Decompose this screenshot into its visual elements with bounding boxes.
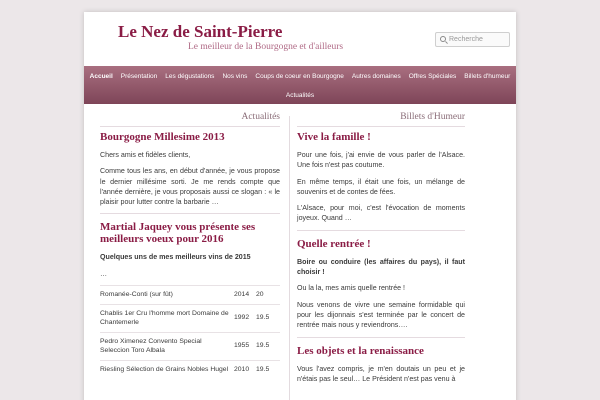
- nav-item[interactable]: Accueil: [89, 73, 113, 80]
- wine-year-cell: 1955: [234, 332, 256, 360]
- wine-score-cell: 19.5: [256, 360, 280, 378]
- divider: [100, 213, 280, 214]
- wine-table: [100, 285, 280, 378]
- post-text: L'Alsace, pour moi, c'est l'évocation de moments joyeux. Quand …: [297, 204, 465, 223]
- post-text: Nous venons de vivre une semaine formidable qui pour les dijonnais s'est terminée par le concert de rentrée mais nous y reviendrons….: [297, 300, 465, 330]
- page: [84, 12, 516, 400]
- wine-year-cell: 2010: [234, 360, 256, 378]
- search-icon: [440, 36, 446, 42]
- nav-item[interactable]: Les dégustations: [165, 73, 215, 80]
- post-text: Pour une fois, j'ai envie de vous parler de l'Alsace. Une fois n'est pas coutume.: [297, 151, 465, 170]
- widget-title-news: Actualités: [100, 112, 280, 127]
- post-text: Vous l'avez compris, je m'en doutais un peu et je n'étais pas le seul… Le Président n'est pas venu à: [297, 364, 465, 383]
- wine-score-cell: 20: [256, 286, 280, 305]
- wine-score-cell: 19.5: [256, 304, 280, 332]
- nav-item[interactable]: Autres domaines: [351, 73, 401, 80]
- widget-title-opinions: Billets d'Humeur: [297, 112, 465, 127]
- wine-year-cell: 2014: [234, 286, 256, 305]
- wine-name-cell: Romanée-Conti (sur fût): [100, 286, 234, 305]
- nav-row: [84, 72, 516, 81]
- post-ellipsis: …: [100, 269, 108, 278]
- opinion-column: [297, 112, 465, 390]
- divider: [297, 230, 465, 231]
- post-title[interactable]: Les objets et la renaissance: [297, 344, 424, 357]
- post-text: Chers amis et fidèles clients,: [100, 151, 191, 159]
- post-intro: Quelques uns de mes meilleurs vins de 2015: [100, 253, 251, 262]
- post-text: Ou la la, mes amis quelle rentrée !: [297, 284, 406, 293]
- wine-name-cell: Pedro Ximenez Convento Special Seleccion Toro Albala: [100, 332, 234, 360]
- nav-item[interactable]: Coups de coeur en Bourgogne: [255, 73, 344, 80]
- nav-item[interactable]: Billets d'humeur: [464, 73, 511, 80]
- nav-item[interactable]: Présentation: [120, 73, 158, 80]
- site-tagline: Le meilleur de la Bourgogne et d'ailleurs: [188, 42, 344, 52]
- site-title[interactable]: Le Nez de Saint-Pierre: [118, 22, 283, 41]
- post-text: En même temps, il était une fois, un mélange de souvenirs et de contes de fées.: [297, 177, 465, 196]
- post-title[interactable]: Vive la famille !: [297, 131, 371, 143]
- table-row: [100, 332, 280, 360]
- table-row: [100, 360, 280, 378]
- divider: [297, 337, 465, 338]
- post-text: Comme tous les ans, en début d'année, je vous propose le dernier millésime sorti. Je me rends compte que l'année dernière, je vous proposais aussi ce slogan : « le plaisir pour lutter contre la barbarie …: [100, 167, 280, 207]
- wine-name-cell: Riesling Sélection de Grains Nobles Hugel: [100, 360, 234, 378]
- post-title[interactable]: Bourgogne Millesime 2013: [100, 131, 225, 143]
- nav-item[interactable]: Nos vins: [222, 73, 248, 80]
- wine-score-cell: 19.5: [256, 332, 280, 360]
- search-input[interactable]: [435, 32, 510, 47]
- nav-item[interactable]: Offres Spéciales: [408, 73, 457, 80]
- wine-name-cell: Chablis 1er Cru l'homme mort Domaine de Chantemerle: [100, 304, 234, 332]
- news-column: [100, 112, 280, 378]
- search-placeholder: Recherche: [449, 36, 483, 43]
- wine-year-cell: 1992: [234, 304, 256, 332]
- post-title[interactable]: Quelle rentrée !: [297, 237, 371, 250]
- table-row: [100, 304, 280, 332]
- table-row: [100, 286, 280, 305]
- nav-item[interactable]: Actualités: [285, 92, 315, 99]
- column-divider: [289, 116, 290, 400]
- nav-row: [84, 91, 516, 100]
- main-nav: [84, 66, 516, 104]
- post-text: Boire ou conduire (les affaires du pays), il faut choisir !: [297, 257, 465, 277]
- post-title[interactable]: Martial Jaquey vous présente ses meilleurs voeux pour 2016: [100, 221, 256, 246]
